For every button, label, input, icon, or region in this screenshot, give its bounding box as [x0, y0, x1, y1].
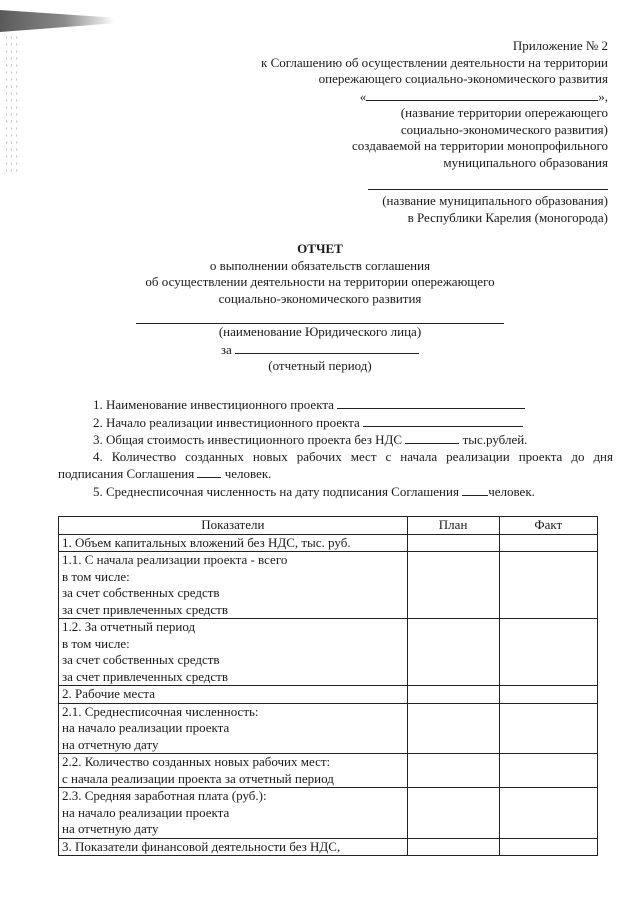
indicator-line: за счет собственных средств: [62, 585, 220, 600]
table-row: [59, 534, 598, 552]
item-text: 4. Количество созданных новых рабочих мест с начала реализации проекта до дня подписания Соглашения: [58, 448, 613, 481]
item-new-jobs: [23, 449, 613, 483]
indicator-cell: [59, 754, 408, 788]
fact-cell[interactable]: [499, 788, 597, 839]
plan-cell[interactable]: [407, 534, 499, 552]
plan-cell[interactable]: [407, 686, 499, 704]
indicator-cell: [59, 788, 408, 839]
report-title: ОТЧЕТ: [297, 241, 343, 256]
plan-cell[interactable]: [407, 754, 499, 788]
indicator-cell: [59, 619, 408, 686]
table-body: [59, 534, 598, 856]
period-blank: [235, 341, 419, 354]
period-label: (отчетный период): [268, 358, 372, 373]
table-row: [59, 788, 598, 839]
indicator-line: 1. Объем капитальных вложений без НДС, тыс. руб.: [62, 534, 351, 550]
header-line: муниципального образования: [443, 154, 608, 170]
indicator-line: 2.2. Количество созданных новых рабочих мест:: [62, 754, 331, 769]
item-text: 1. Наименование инвестиционного проекта: [93, 397, 334, 412]
header-line: опережающего социально-экономического развития: [318, 71, 608, 86]
indicator-cell: [59, 686, 408, 704]
appendix-number: Приложение № 2: [512, 38, 608, 53]
header-plan: План: [407, 517, 499, 535]
indicator-line: на отчетную дату: [62, 821, 159, 836]
indicator-line: 2.1. Среднесписочная численность:: [62, 703, 259, 719]
fact-cell[interactable]: [499, 534, 597, 552]
open-quote: «: [359, 88, 367, 104]
table-row: [59, 838, 598, 856]
indicator-line: 2.3. Средняя заработная плата (руб.):: [62, 788, 267, 803]
scan-specks: [4, 34, 18, 174]
project-cost-blank: [405, 431, 459, 444]
indicator-line: за счет привлеченных средств: [62, 601, 228, 617]
appendix-header: [168, 38, 608, 226]
project-start-blank: [363, 414, 523, 427]
report-title-block: [0, 241, 640, 375]
item-project-cost: [58, 431, 614, 449]
table-row: [59, 552, 598, 619]
table-row: [59, 686, 598, 704]
item-text: 3. Общая стоимость инвестиционного проекта без НДС: [93, 432, 403, 447]
item-text: 5. Среднесписочная численность на дату подписания Соглашения: [93, 483, 459, 499]
fact-cell[interactable]: [499, 754, 597, 788]
item-unit: человек.: [488, 483, 535, 499]
header-line: создаваемой на территории монопрофильного: [352, 138, 608, 153]
indicator-line: 3. Показатели финансовой деятельности без НДС,: [62, 838, 341, 854]
entity-label: (наименование Юридического лица): [218, 324, 422, 339]
indicator-line: 1.2. За отчетный период: [62, 619, 196, 634]
indicator-line: в том числе:: [62, 635, 130, 651]
plan-cell[interactable]: [407, 552, 499, 619]
plan-cell[interactable]: [407, 788, 499, 839]
new-jobs-blank: [197, 465, 221, 478]
project-items: [58, 396, 614, 500]
header-fact: Факт: [499, 517, 597, 535]
project-name-blank: [337, 396, 525, 409]
item-text: 2. Начало реализации инвестиционного проекта: [93, 414, 360, 430]
plan-cell[interactable]: [407, 838, 499, 856]
indicator-cell: [59, 534, 408, 552]
indicator-line: за счет собственных средств: [62, 652, 220, 667]
indicator-cell: [59, 703, 408, 754]
report-subtitle: социально-экономического развития: [218, 290, 422, 306]
indicator-line: на отчетную дату: [62, 736, 159, 752]
indicator-line: 2. Рабочие места: [62, 686, 155, 701]
item-unit: тыс.рублей.: [462, 432, 528, 447]
scan-artifact: [0, 10, 115, 32]
table-row: [59, 754, 598, 788]
fact-cell[interactable]: [499, 838, 597, 856]
plan-cell[interactable]: [407, 703, 499, 754]
period-prefix: за: [220, 341, 232, 357]
indicator-line: в том числе:: [62, 568, 130, 584]
close-quote: »,: [598, 88, 608, 104]
header-indicators: Показатели: [59, 517, 408, 535]
indicator-line: за счет привлеченных средств: [62, 668, 228, 684]
item-project-name: [58, 396, 614, 414]
header-line: (название территории опережающего: [400, 105, 608, 120]
header-line: к Соглашению об осуществлении деятельности на территории: [261, 54, 608, 70]
fact-cell[interactable]: [499, 619, 597, 686]
indicator-line: на начало реализации проекта: [62, 804, 230, 820]
indicators-table: [58, 516, 598, 856]
plan-cell[interactable]: [407, 619, 499, 686]
header-line: социально-экономического развития): [400, 121, 608, 137]
period-line: [0, 341, 640, 359]
header-line: (название муниципального образования): [382, 193, 608, 208]
header-line: в Республики Карелия (моногорода): [407, 209, 608, 225]
table-header-row: [59, 517, 598, 535]
territory-name-line: [168, 88, 608, 106]
entity-name-blank: [136, 317, 504, 324]
table-row: [59, 703, 598, 754]
report-subtitle: об осуществлении деятельности на территории опережающего: [145, 274, 495, 289]
item-headcount: [58, 483, 614, 501]
report-subtitle: о выполнении обязательств соглашения: [209, 257, 431, 273]
fact-cell[interactable]: [499, 552, 597, 619]
fact-cell[interactable]: [499, 686, 597, 704]
table-row: [59, 619, 598, 686]
item-unit: человек.: [224, 466, 272, 481]
indicator-cell: [59, 552, 408, 619]
indicator-line: 1.1. С начала реализации проекта - всего: [62, 552, 288, 567]
indicator-line: с начала реализации проекта за отчетный период: [62, 770, 334, 786]
territory-name-blank: [366, 88, 598, 101]
municipality-blank: [368, 171, 608, 190]
indicator-cell: [59, 838, 408, 856]
item-project-start: [58, 414, 614, 432]
indicator-line: на начало реализации проекта: [62, 720, 230, 735]
municipality-line: [168, 171, 608, 193]
headcount-blank: [462, 483, 488, 496]
fact-cell[interactable]: [499, 703, 597, 754]
